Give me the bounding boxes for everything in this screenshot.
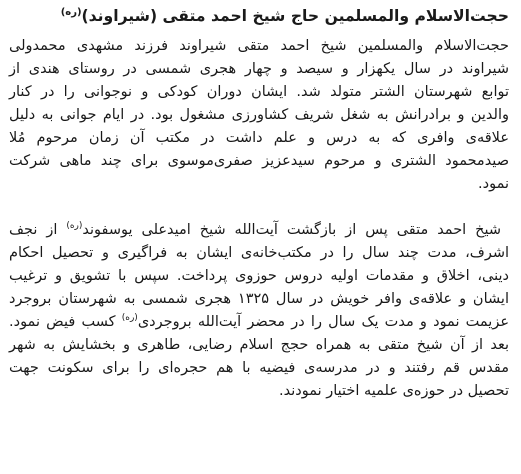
- honorific-superscript: (ره): [66, 221, 83, 232]
- paragraph2-text: کسب فیض نمود.: [9, 314, 122, 330]
- honorific-superscript: (ره): [121, 313, 138, 324]
- paragraph2-text: شیخ احمد متقی پس از بازگشت آیت‌الله شیخ امیدعلی یوسفوند: [82, 222, 501, 238]
- paragraph1-line: والدین و برادرانش به شغل شریف کشاورزی مشغول بود. در ایام جوانی به دلیل: [9, 107, 509, 123]
- paragraph2-line: اشرف، مدت چند سال را در مکتب‌خانه‌ی ایشان به فراگیری و تحصیل احکام: [9, 245, 509, 261]
- paragraph1-line: حجت‌الاسلام والمسلمین شیخ احمد متقی شیراوند فرزند مشهدی محمدولی: [9, 38, 509, 54]
- paragraph2-line: [9, 219, 501, 241]
- paragraph1-line: علاقه‌ی وافری که به درس و علم داشت در مکتب آن زمان مرحوم مُلا: [9, 130, 509, 146]
- heading-superscript: (ره): [60, 6, 82, 18]
- paragraph1-line: صیدمحمود الشتری و مرحوم سیدعزیز صفری‌موسوی برای چند ماهی شرکت: [9, 153, 509, 169]
- heading-text: حجت‌الاسلام والمسلمین حاج شیخ احمد متقی (شیراوند): [81, 7, 509, 25]
- paragraph2-line: [9, 311, 509, 333]
- paragraph2-line: ایشان و علاقه‌ی وافر خویش در سال ۱۳۲۵ هجری شمسی به شهرستان بروجرد: [9, 291, 509, 307]
- paragraph2-line: دینی، اخلاق و مقدمات اولیه دروس حوزوی پرداخت. سپس با تشویق و ترغیب: [9, 268, 509, 284]
- paragraph2-line: تحصیل در حوزه‌ی علمیه اختیار نمودند.: [278, 383, 509, 399]
- paragraph1-line: توابع شهرستان الشتر متولد شد. ایشان دوران کودکی و نوجوانی را در کنار: [9, 84, 509, 100]
- paragraph2-line: بعد از آن شیخ متقی به همراه حجج اسلام رضایی، طاهری و بخشایش به شهر: [9, 337, 509, 353]
- page-heading: [9, 5, 509, 27]
- paragraph1-line: نمود.: [478, 176, 509, 192]
- paragraph2-line: مقدس قم رفتند و در مدرسه‌ی فیضیه با هم حجره‌ای را برای سکونت جهت: [9, 360, 509, 376]
- paragraph1-line: شیراوند در سال یکهزار و سیصد و چهار هجری شمسی در روستای هندی از: [9, 61, 509, 77]
- paragraph2-text: عزیمت نمود و مدت یک سال را در محضر آیت‌الله بروجردی: [137, 314, 509, 330]
- paragraph2-text: از نجف: [9, 222, 67, 238]
